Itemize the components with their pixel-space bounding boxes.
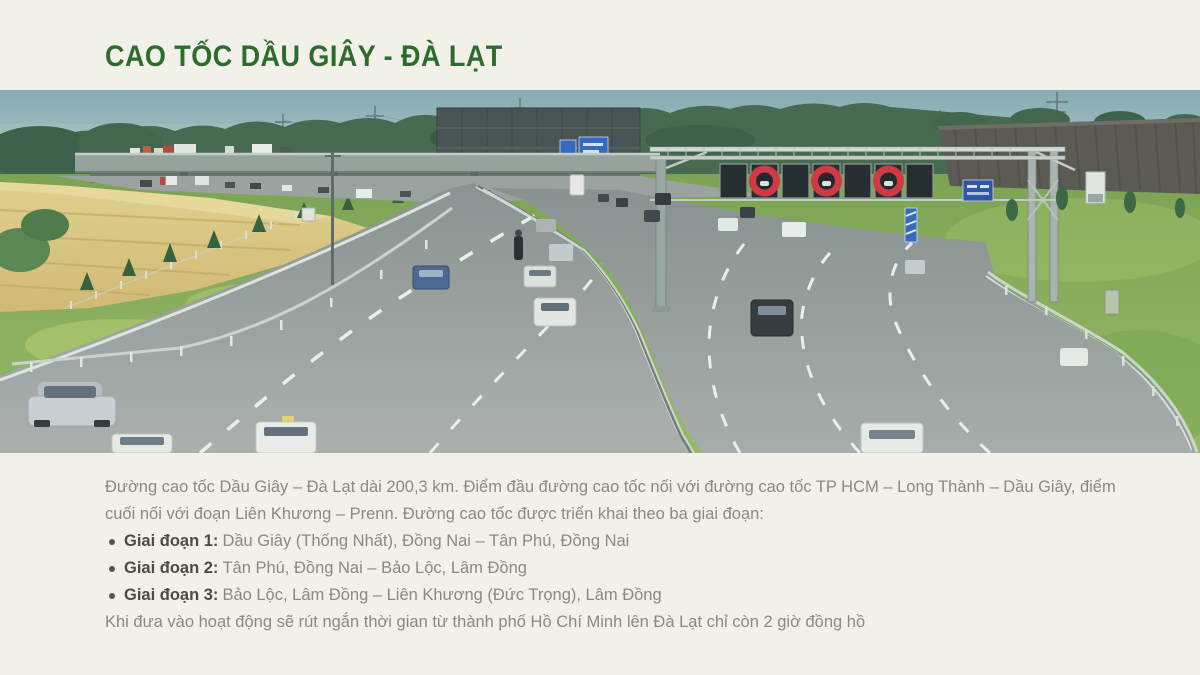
stage-label: Giai đoạn 3:: [124, 586, 219, 604]
content: [0, 453, 1200, 636]
highway-photo: [0, 90, 1200, 453]
stage-item-2: [105, 555, 1140, 582]
stage-text: Bảo Lộc, Lâm Đồng – Liên Khương (Đức Trọng), Lâm Đồng: [222, 586, 662, 604]
stage-text: Tân Phú, Đồng Nai – Bảo Lộc, Lâm Đồng: [222, 559, 527, 577]
stage-label: Giai đoạn 2:: [124, 559, 219, 577]
stage-item-1: [105, 528, 1140, 555]
stage-label: Giai đoạn 1:: [124, 532, 219, 550]
intro-paragraph: Đường cao tốc Dầu Giây – Đà Lạt dài 200,3 km. Điểm đầu đường cao tốc nối với đường cao tốc TP HCM – Long Thành – Dầu Giây, điểm cuối nối với đoạn Liên Khương – Prenn. Đường cao tốc được triển khai theo ba giai đoạn:: [105, 478, 1116, 523]
photo-tint: [0, 90, 1200, 453]
header: [0, 0, 1200, 90]
stage-text: Dầu Giây (Thống Nhất), Đồng Nai – Tân Phú, Đồng Nai: [222, 532, 630, 550]
page-title: CAO TỐC DẦU GIÂY - ĐÀ LẠT: [105, 40, 503, 73]
stage-item-3: [105, 582, 1140, 609]
closing-paragraph: Khi đưa vào hoạt động sẽ rút ngắn thời gian từ thành phố Hồ Chí Minh lên Đà Lạt chỉ còn 2 giờ đồng hồ: [105, 613, 866, 631]
stage-list: [105, 528, 1140, 609]
